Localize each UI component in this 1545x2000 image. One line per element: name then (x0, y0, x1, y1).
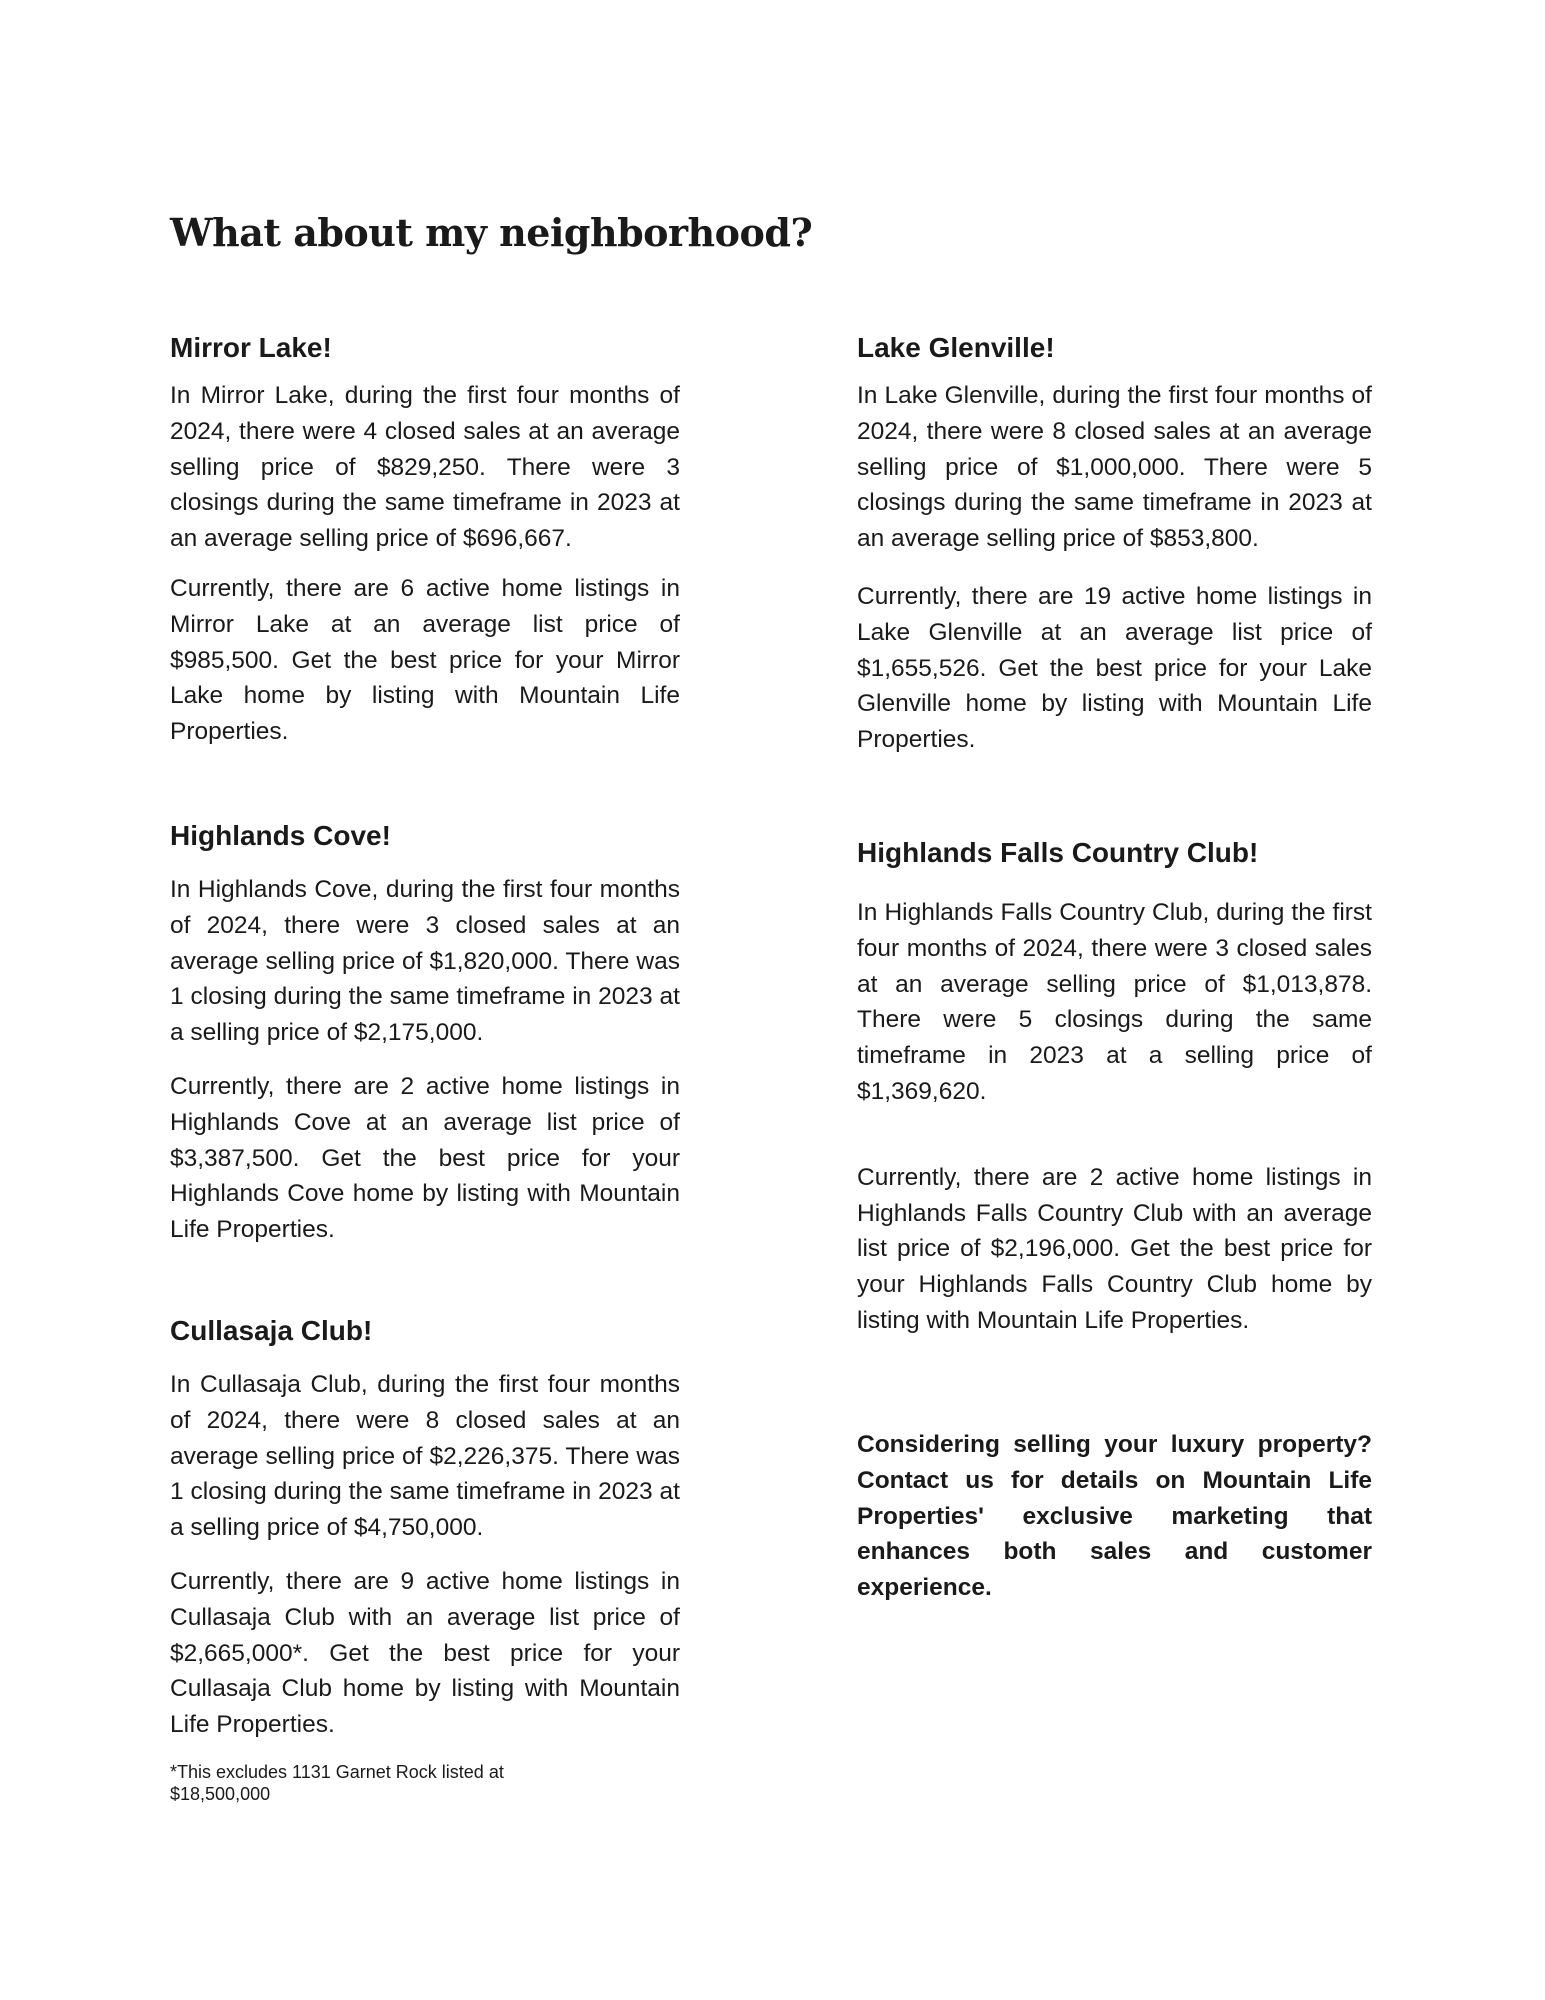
section-mirror-lake (170, 330, 680, 750)
footnote: *This excludes 1131 Garnet Rock listed at $18,500,000 (170, 1761, 504, 1804)
section-paragraph: In Mirror Lake, during the first four months of 2024, there were 4 closed sales at an average selling price of $829,250. There were 3 closings during the same timeframe in 2023 at an average selling price of $696,667. (170, 382, 680, 553)
section-paragraph: Currently, there are 19 active home listings in Lake Glenville at an average list price of $1,655,526. Get the best price for your Lake Glenville home by listing with Mountain Life Properties. (857, 582, 1372, 754)
section-paragraph: Currently, there are 6 active home listings in Mirror Lake at an average list price of $985,500. Get the best price for your Mirror Lake home by listing with Mountain Life Properties. (170, 574, 680, 746)
section-paragraph: Currently, there are 2 active home listings in Highlands Cove at an average list price of $3,387,500. Get the best price for your Highlands Cove home by listing with Mountain Life Properties. (170, 1072, 680, 1244)
section-heading: Highlands Cove! (170, 820, 391, 851)
section-heading: Cullasaja Club! (170, 1315, 373, 1346)
section-highlands-falls (857, 835, 1372, 1339)
section-paragraph: In Lake Glenville, during the first four months of 2024, there were 8 closed sales at an average selling price of $1,000,000. There were 5 closings during the same timeframe in 2023 at an average selling price of $853,800. (857, 382, 1372, 553)
section-heading: Highlands Falls Country Club! (857, 837, 1259, 868)
section-cullasaja-club (170, 1313, 680, 1805)
cta-paragraph: Considering selling your luxury property? Contact us for details on Mountain Life Properties' exclusive marketing that enhances both sales and customer experience. (857, 1431, 1372, 1602)
section-lake-glenville (857, 330, 1372, 758)
section-paragraph: In Cullasaja Club, during the first four months of 2024, there were 8 closed sales at an average selling price of $2,226,375. There was 1 closing during the same timeframe in 2023 at a selling price of $4,750,000. (170, 1371, 680, 1542)
section-paragraph: In Highlands Falls Country Club, during the first four months of 2024, there were 3 closed sales at an average selling price of $1,013,878. There were 5 closings during the same timeframe in 2023 at a selling price of $1,369,620. (857, 899, 1372, 1105)
section-cta (857, 1427, 1372, 1606)
page-title: What about my neighborhood? (170, 210, 813, 255)
section-paragraph: In Highlands Cove, during the first four months of 2024, there were 3 closed sales at an average selling price of $1,820,000. There was 1 closing during the same timeframe in 2023 at a selling price of $2,175,000. (170, 876, 680, 1047)
section-paragraph: Currently, there are 2 active home listings in Highlands Falls Country Club with an average list price of $2,196,000. Get the best price for your Highlands Falls Country Club home by listing with Mountain Life Properties. (857, 1163, 1372, 1334)
section-heading: Lake Glenville! (857, 332, 1055, 363)
section-paragraph: Currently, there are 9 active home listings in Cullasaja Club with an average list price of $2,665,000*. Get the best price for your Cullasaja Club home by listing with Mountain Life Properties. (170, 1567, 680, 1739)
section-highlands-cove (170, 818, 680, 1248)
section-heading: Mirror Lake! (170, 332, 332, 363)
